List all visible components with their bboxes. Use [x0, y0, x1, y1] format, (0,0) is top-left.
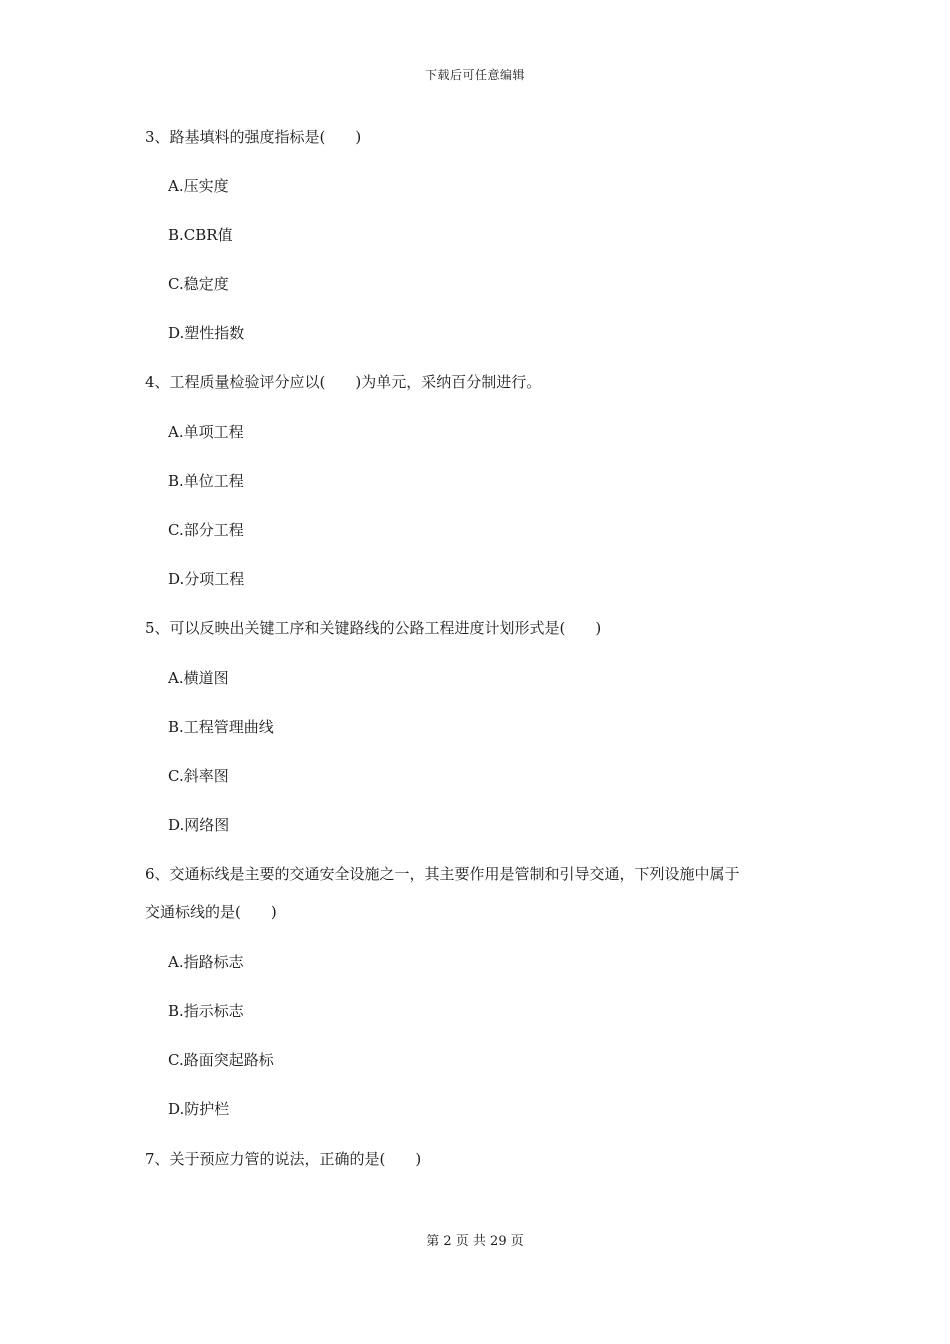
question-4-option-a: A.单项工程 [168, 423, 244, 441]
question-7-stem: 7、关于预应力管的说法，正确的是( ) [145, 1150, 422, 1168]
question-5-option-c: C.斜率图 [168, 767, 229, 785]
question-5-option-d: D.网络图 [168, 816, 230, 834]
question-4-option-b: B.单位工程 [168, 472, 244, 490]
question-6-option-d: D.防护栏 [168, 1100, 230, 1118]
question-3-option-b: B.CBR值 [168, 226, 233, 244]
question-4-option-d: D.分项工程 [168, 570, 245, 588]
question-3-stem: 3、路基填料的强度指标是( ) [145, 128, 362, 146]
page-header: 下载后可任意编辑 [424, 68, 525, 82]
question-6-option-a: A.指路标志 [168, 953, 244, 971]
question-4-option-c: C.部分工程 [168, 521, 244, 539]
question-5-stem: 5、可以反映出关键工序和关键路线的公路工程进度计划形式是( ) [145, 619, 602, 637]
question-5-option-a: A.横道图 [168, 669, 229, 687]
question-5-option-b: B.工程管理曲线 [168, 718, 274, 736]
question-4-stem: 4、工程质量检验评分应以( )为单元，采纳百分制进行。 [145, 373, 542, 391]
question-6-option-b: B.指示标志 [168, 1002, 244, 1020]
page-footer: 第 2 页 共 29 页 [426, 1234, 524, 1249]
question-6-option-c: C.路面突起路标 [168, 1051, 274, 1069]
question-3-option-d: D.塑性指数 [168, 324, 245, 342]
question-3-option-a: A.压实度 [168, 177, 229, 195]
question-6-stem: 6、交通标线是主要的交通安全设施之一，其主要作用是管制和引导交通，下列设施中属于 [145, 865, 740, 883]
question-3-option-c: C.稳定度 [168, 275, 229, 293]
question-6-stem-continued: 交通标线的是( ) [145, 903, 277, 921]
